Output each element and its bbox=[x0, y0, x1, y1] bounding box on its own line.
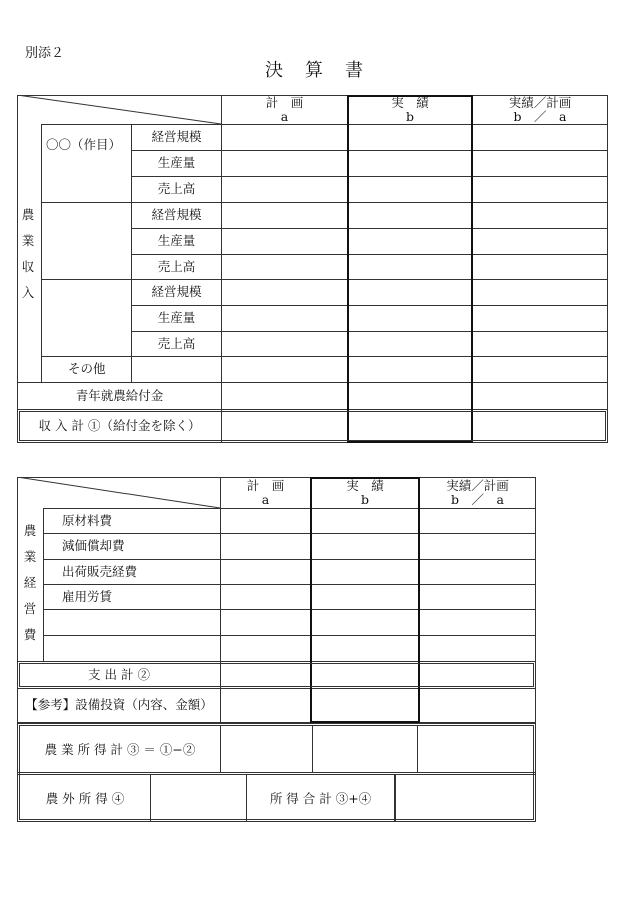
reference-label: 【参考】設備投資（内容、金額） bbox=[25, 697, 213, 712]
row-item: 売上高 bbox=[157, 181, 196, 196]
row-item: 雇用労賃 bbox=[62, 589, 113, 604]
side-label-business: 業 bbox=[21, 233, 35, 248]
side-label-operate: 営 bbox=[23, 601, 37, 616]
header-actual: 実 績 bbox=[346, 478, 384, 493]
row-item: 売上高 bbox=[157, 336, 196, 351]
header-actual: 実 績 bbox=[391, 95, 429, 110]
actual-column-frame bbox=[347, 95, 473, 443]
grant-label: 青年就農給付金 bbox=[75, 388, 164, 403]
row-item: 原材料費 bbox=[62, 513, 113, 528]
other-label: その他 bbox=[68, 361, 106, 376]
header-ratio-sub: b ／ a bbox=[451, 492, 504, 507]
crop-name: 〇〇（作目） bbox=[46, 137, 122, 152]
side-label-business: 業 bbox=[23, 549, 37, 564]
page-title: 決 算 書 bbox=[265, 60, 365, 81]
expense-total-label: 支 出 計 ② bbox=[88, 667, 150, 682]
side-label-income: 収 bbox=[21, 259, 35, 274]
row-item: 生産量 bbox=[157, 155, 196, 170]
row-item: 生産量 bbox=[157, 233, 196, 248]
header-actual-sub: b bbox=[405, 109, 414, 124]
income-total-label: 収 入 計 ①（給付金を除く） bbox=[38, 418, 201, 433]
row-item: 生産量 bbox=[157, 310, 196, 325]
diagonal-header-cell bbox=[17, 477, 221, 509]
header-plan: 計 画 bbox=[265, 95, 304, 110]
header-ratio: 実績／計画 bbox=[446, 478, 509, 493]
side-label-manage: 経 bbox=[23, 575, 37, 590]
header-ratio-sub: b ／ a bbox=[513, 109, 567, 124]
row-item: 経営規模 bbox=[151, 129, 202, 144]
row-item: 売上高 bbox=[157, 259, 196, 274]
diagonal-header-cell bbox=[17, 95, 222, 125]
header-plan-sub: a bbox=[261, 492, 270, 507]
attachment-label: 別添２ bbox=[25, 46, 65, 61]
side-label-agri: 農 bbox=[23, 523, 37, 538]
row-item: 経営規模 bbox=[151, 284, 202, 299]
row-item: 減価償却費 bbox=[62, 538, 125, 553]
header-plan-sub: a bbox=[280, 109, 289, 124]
farm-income-label: 農 業 所 得 計 ③ ＝ ①−② bbox=[44, 742, 196, 757]
side-label-cost: 費 bbox=[23, 627, 37, 642]
header-ratio: 実績／計画 bbox=[508, 95, 572, 110]
nonfarm-income-label: 農 外 所 得 ④ bbox=[45, 791, 125, 806]
side-label-agri: 農 bbox=[21, 207, 35, 222]
header-actual-sub: b bbox=[360, 492, 369, 507]
row-item: 経営規模 bbox=[151, 207, 202, 222]
row-item: 出荷販売経費 bbox=[62, 564, 138, 579]
total-income-label: 所 得 合 計 ③+④ bbox=[269, 791, 372, 806]
header-plan: 計 画 bbox=[246, 478, 285, 493]
side-label-in: 入 bbox=[21, 285, 35, 300]
